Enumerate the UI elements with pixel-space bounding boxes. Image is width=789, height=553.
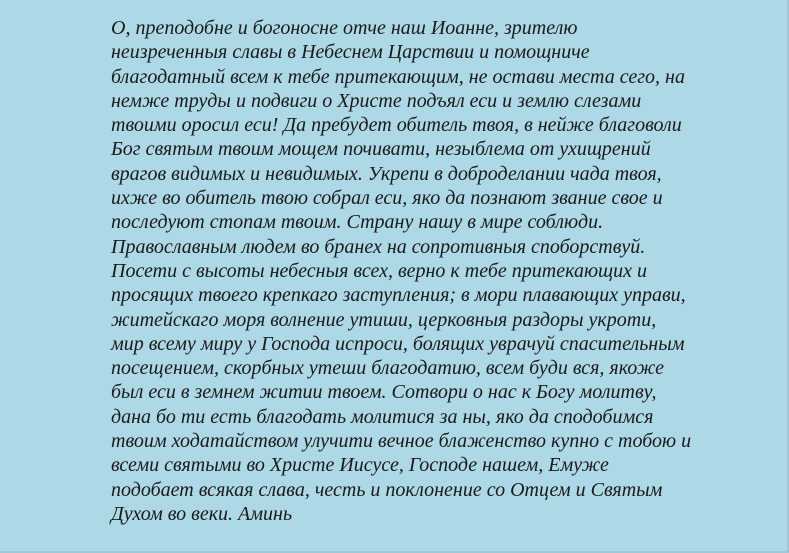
prayer-line: неизреченныя славы в Небеснем Царствии и помощниче bbox=[111, 41, 590, 64]
prayer-line: благодатный всем к тебе притекающим, не остави места сего, на bbox=[111, 65, 685, 88]
prayer-text bbox=[111, 16, 771, 526]
prayer-line: посещением, скорбных утеши благодатию, всем буди вся, якоже bbox=[111, 357, 665, 380]
prayer-line: ихже во обитель твою собрал еси, яко да познают звание свое и bbox=[111, 187, 663, 210]
prayer-line: Посети с высоты небесныя всех, верно к тебе притекающих и bbox=[111, 259, 648, 282]
prayer-line: твоими оросил еси! Да пребудет обитель твоя, в нейже благоволи bbox=[111, 114, 682, 137]
prayer-line: врагов видимых и невидимых. Укрепи в доброделании чада твоя, bbox=[111, 162, 662, 185]
prayer-line: Духом во веки. Аминь bbox=[111, 502, 293, 525]
prayer-line: Бог святым твоим мощем почивати, незыблема от ухищрений bbox=[111, 138, 651, 161]
prayer-line: всеми святыми во Христе Иисусе, Господе нашем, Емуже bbox=[111, 454, 609, 477]
prayer-line: немже труды и подвиги о Христе подъял еси и землю слезами bbox=[111, 89, 642, 112]
prayer-line: Православным людем во бранех на сопротивныя споборствуй. bbox=[111, 235, 646, 258]
prayer-line: мир всему миру у Господа испроси, болящих уврачуй спасительным bbox=[111, 332, 685, 355]
prayer-line: последуют стопам твоим. Страну нашу в мире соблюди. bbox=[111, 211, 604, 234]
prayer-line: был еси в земнем житии твоем. Сотвори о нас к Богу молитву, bbox=[111, 381, 657, 404]
prayer-line: твоим ходатайством улучити вечное блаженство купно с тобою и bbox=[111, 430, 692, 453]
prayer-line: дана бо ти есть благодать молитися за ны, яко да сподобимся bbox=[111, 405, 654, 428]
prayer-line: житейскаго моря волнение утиши, церковныя раздоры укроти, bbox=[111, 308, 657, 331]
prayer-line: просящих твоего крепкаго заступления; в мори плавающих управи, bbox=[111, 284, 686, 307]
prayer-line: О, преподобне и богоносне отче наш Иоанне, зрителю bbox=[111, 17, 578, 39]
prayer-line: подобает всякая слава, честь и поклонение со Отцем и Святым bbox=[111, 478, 663, 501]
